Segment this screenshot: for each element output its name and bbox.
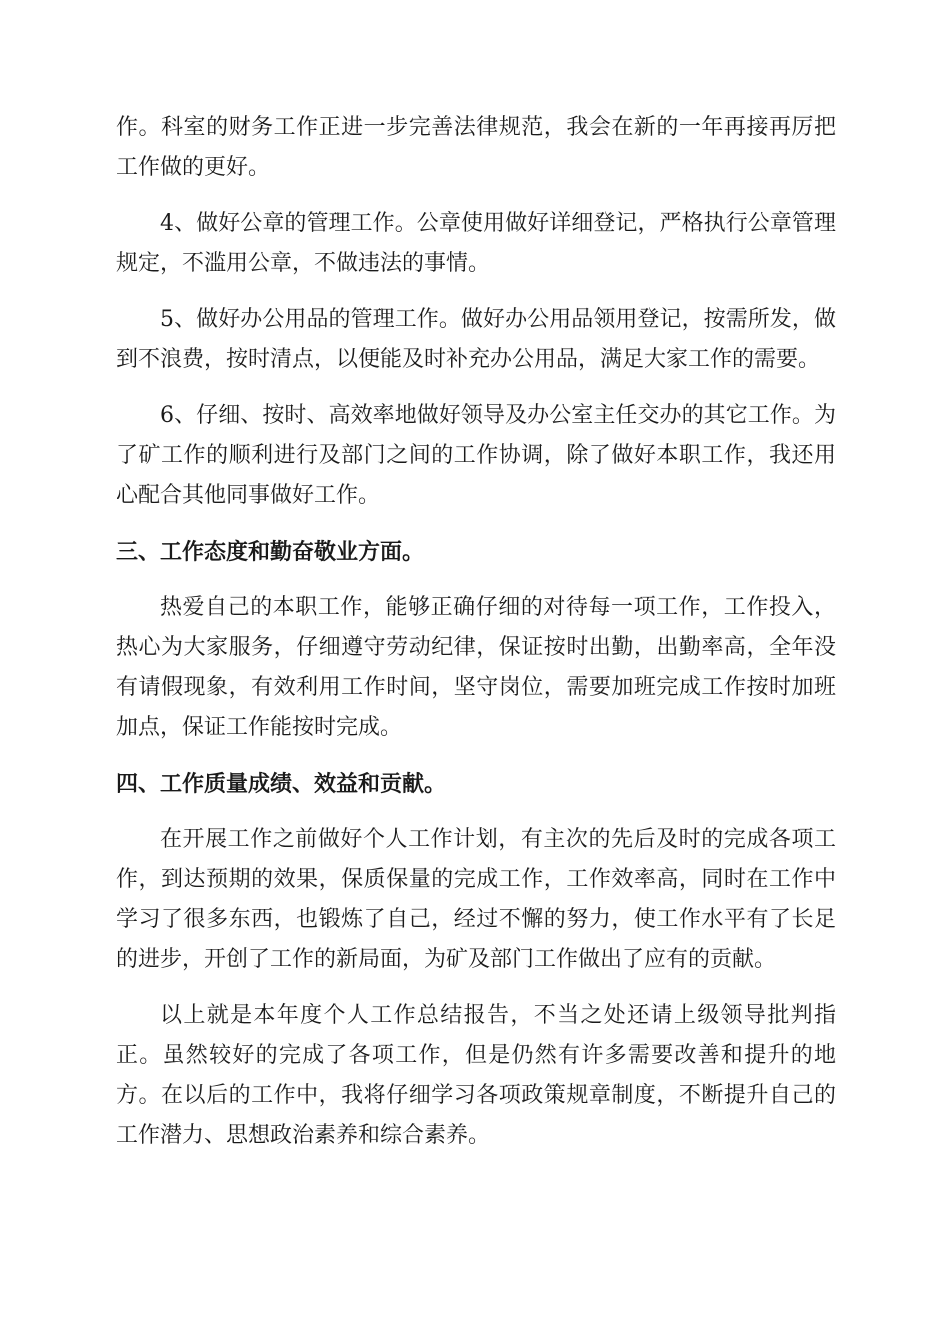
document-body <box>116 108 836 1156</box>
paragraph-continuation: 作。科室的财务工作正进一步完善法律规范，我会在新的一年再接再厉把工作做的更好。 <box>116 115 836 180</box>
paragraph-conclusion: 以上就是本年度个人工作总结报告，不当之处还请上级领导批判指正。虽然较好的完成了各项工作，但是仍然有许多需要改善和提升的地方。在以后的工作中，我将仔细学习各项政策规章制度，不断提升自己的工作潜力、思想政治素养和综合素养。 <box>116 1003 836 1148</box>
paragraph-attitude: 热爱自己的本职工作，能够正确仔细的对待每一项工作，工作投入，热心为大家服务，仔细遵守劳动纪律，保证按时出勤，出勤率高，全年没有请假现象，有效利用工作时间，坚守岗位，需要加班完成工作按时加班加点，保证工作能按时完成。 <box>116 595 836 740</box>
paragraph-item-6: 6、仔细、按时、高效率地做好领导及办公室主任交办的其它工作。为了矿工作的顺利进行及部门之间的工作协调，除了做好本职工作，我还用心配合其他同事做好工作。 <box>116 403 836 508</box>
paragraph-item-4: 4、做好公章的管理工作。公章使用做好详细登记，严格执行公章管理规定，不滥用公章，不做违法的事情。 <box>116 211 836 276</box>
paragraph-item-5: 5、做好办公用品的管理工作。做好办公用品领用登记，按需所发，做到不浪费，按时清点，以便能及时补充办公用品，满足大家工作的需要。 <box>116 307 836 372</box>
section-heading-3: 三、工作态度和勤奋敬业方面。 <box>116 539 425 565</box>
paragraph-quality: 在开展工作之前做好个人工作计划，有主次的先后及时的完成各项工作，到达预期的效果，保质保量的完成工作，工作效率高，同时在工作中学习了很多东西，也锻炼了自己，经过不懈的努力，使工作水平有了长足的进步，开创了工作的新局面，为矿及部门工作做出了应有的贡献。 <box>116 827 836 972</box>
section-heading-4: 四、工作质量成绩、效益和贡献。 <box>116 771 447 797</box>
